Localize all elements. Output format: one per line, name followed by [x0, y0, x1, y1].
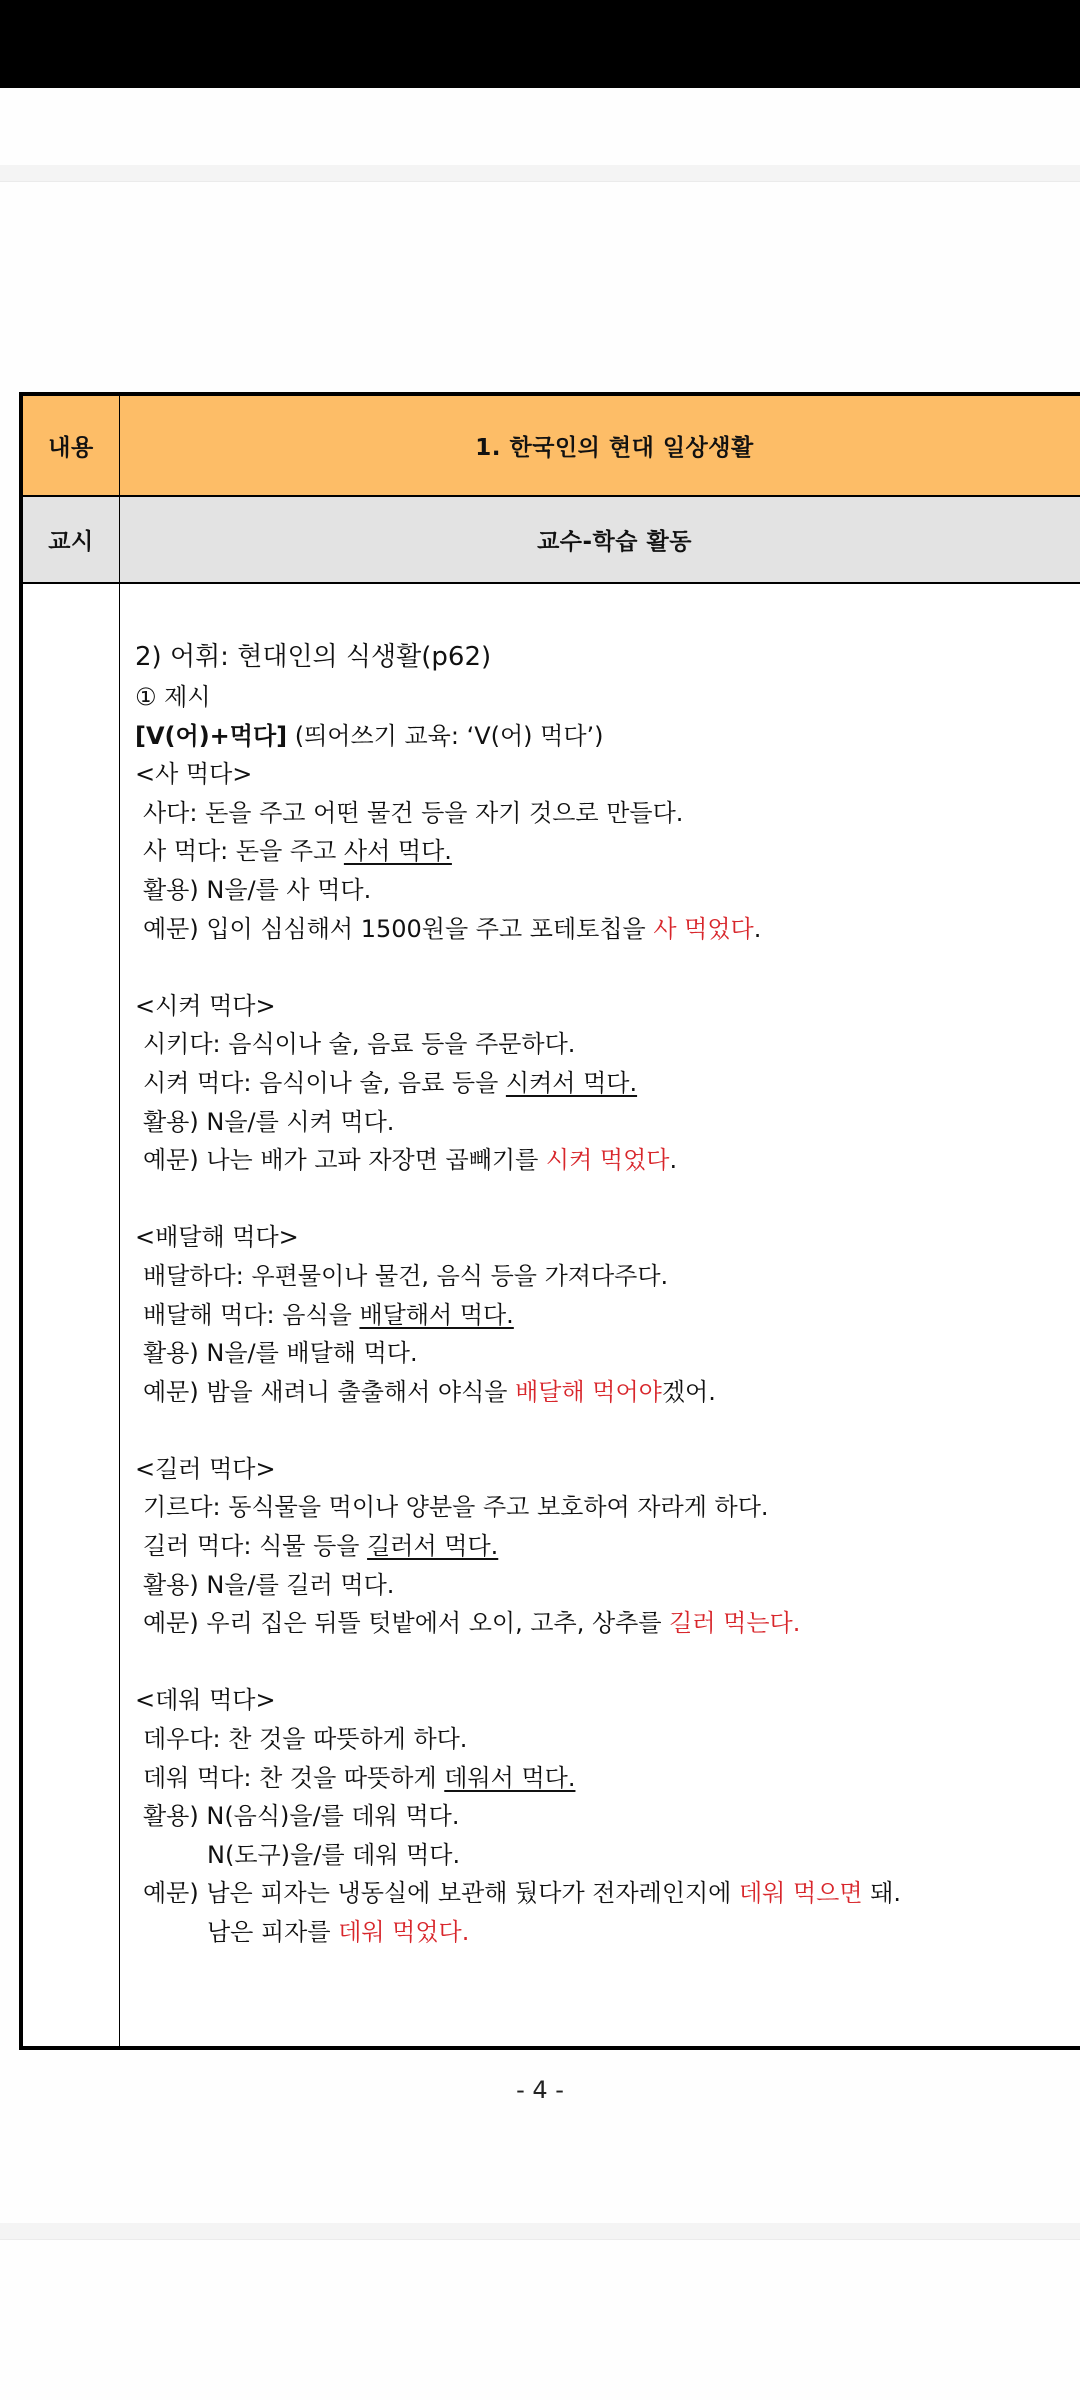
- entry-usage: 활용) N을/를 시켜 먹다.: [143, 1107, 395, 1136]
- entry-meaning: [135, 832, 901, 871]
- entry-meaning: [135, 1064, 901, 1103]
- example-text: 예문) 입이 심심해서 1500원을 주고 포테토칩을: [143, 914, 654, 943]
- page-separator: [0, 2223, 1080, 2240]
- entry-definition: 배달하다: 우편물이나 물건, 음식 등을 가져다주다.: [143, 1261, 669, 1290]
- entry-example-2: [135, 1913, 901, 1952]
- entry-example: [135, 1874, 901, 1913]
- table-header-row: [23, 396, 1080, 497]
- entry-example: [135, 1141, 901, 1180]
- entry-meaning: [135, 1527, 901, 1566]
- entry-heading: <시켜 먹다>: [135, 991, 276, 1020]
- subheader-label-cell: [23, 497, 120, 582]
- meaning-underlined: 길러서 먹다.: [367, 1532, 499, 1561]
- entry-definition: 기르다: 동식물을 먹이나 양분을 주고 보호하여 자라게 하다.: [143, 1493, 769, 1522]
- meaning-text: 시켜 먹다: 음식이나 술, 음료 등을: [143, 1068, 506, 1097]
- example-text: 남은 피자를: [207, 1918, 339, 1946]
- entry-usage-2: N(도구)을/를 데워 먹다.: [207, 1840, 461, 1869]
- entry-definition: 시키다: 음식이나 술, 음료 등을 주문하다.: [143, 1030, 576, 1059]
- example-highlight: 길러 먹는다.: [669, 1609, 801, 1638]
- period-cell: [23, 584, 120, 2046]
- entry-heading: <데워 먹다>: [135, 1686, 276, 1715]
- entry-example: [135, 1373, 901, 1412]
- page-number: - 4 -: [516, 2076, 564, 2104]
- entry-meaning: [135, 1296, 901, 1335]
- vocab-entry: [135, 755, 901, 987]
- example-suffix: 돼.: [862, 1879, 902, 1908]
- pattern-note: (띄어쓰기 교육: ‘V(어) 먹다’): [287, 721, 604, 750]
- entry-example: [135, 910, 901, 949]
- example-highlight: 배달해 먹어야: [515, 1377, 662, 1406]
- example-suffix: 겠어.: [661, 1377, 716, 1406]
- vocab-entry: [135, 987, 901, 1219]
- example-highlight: 시켜 먹었다: [545, 1146, 670, 1175]
- entry-usage: 활용) N을/를 길러 먹다.: [143, 1570, 395, 1599]
- header-label-cell: [23, 396, 120, 495]
- entry-heading: <배달해 먹다>: [135, 1223, 299, 1252]
- table-body-row: [23, 584, 1080, 2046]
- example-highlight: 사 먹었다: [653, 914, 754, 943]
- table-subheader-row: [23, 497, 1080, 584]
- subheader-title: 교수-학습 활동: [537, 529, 692, 555]
- header-title-cell: [120, 396, 1080, 495]
- subheader-label: 교시: [48, 529, 94, 555]
- example-text: 예문) 남은 피자는 냉동실에 보관해 뒀다가 전자레인지에: [143, 1879, 739, 1908]
- status-bar: [0, 0, 1080, 88]
- meaning-text: 길러 먹다: 식물 등을: [143, 1532, 368, 1561]
- vocab-entry: [135, 1681, 901, 1951]
- meaning-underlined: 시켜서 먹다.: [505, 1068, 638, 1097]
- entry-definition: 사다: 돈을 주고 어떤 물건 등을 자기 것으로 만들다.: [143, 798, 684, 827]
- vocab-entry: [135, 1450, 901, 1682]
- pattern-bold: [V(어)+먹다]: [135, 721, 288, 750]
- activity-content: [120, 584, 901, 1952]
- meaning-underlined: 데워서 먹다.: [444, 1763, 576, 1792]
- spacer: [135, 1643, 901, 1682]
- entry-example: [135, 1604, 901, 1643]
- entry-usage: 활용) N을/를 사 먹다.: [143, 875, 372, 904]
- lesson-title: 1. 한국인의 현대 일상생활: [475, 435, 754, 461]
- activity-cell: [120, 584, 1080, 2046]
- entry-usage: 활용) N을/를 배달해 먹다.: [143, 1339, 418, 1368]
- header-label: 내용: [48, 435, 94, 461]
- example-highlight: 데워 먹었다.: [338, 1918, 470, 1946]
- spacer: [135, 948, 901, 987]
- entry-heading: <길러 먹다>: [135, 1454, 276, 1483]
- entry-heading: <사 먹다>: [135, 760, 253, 789]
- meaning-text: 사 먹다: 돈을 주고: [143, 837, 344, 866]
- meaning-underlined: 배달해서 먹다.: [359, 1300, 514, 1329]
- spacer: [135, 1180, 901, 1219]
- entry-definition: 데우다: 찬 것을 따뜻하게 하다.: [143, 1725, 468, 1754]
- vocab-entry: [135, 1218, 901, 1450]
- meaning-underlined: 사서 먹다.: [343, 837, 452, 866]
- example-suffix: .: [669, 1146, 678, 1175]
- spacer: [135, 1411, 901, 1450]
- example-highlight: 데워 먹으면: [739, 1879, 863, 1908]
- section-title: 2) 어휘: 현대인의 식생활(p62): [135, 642, 492, 672]
- lesson-table: [19, 392, 1080, 2050]
- meaning-text: 배달해 먹다: 음식을: [143, 1300, 360, 1329]
- entry-meaning: [135, 1759, 901, 1798]
- pattern-line: [135, 717, 901, 756]
- entry-usage: 활용) N(음식)을/를 데워 먹다.: [143, 1802, 460, 1831]
- step-label: ① 제시: [135, 683, 211, 711]
- example-suffix: .: [753, 914, 762, 943]
- meaning-text: 데워 먹다: 찬 것을 따뜻하게: [143, 1763, 445, 1792]
- example-text: 예문) 나는 배가 고파 자장면 곱빼기를: [143, 1146, 546, 1175]
- example-text: 예문) 밤을 새려니 출출해서 야식을: [143, 1377, 516, 1406]
- page-separator: [0, 165, 1080, 182]
- subheader-title-cell: [120, 497, 1080, 582]
- example-text: 예문) 우리 집은 뒤뜰 텃밭에서 오이, 고추, 상추를: [143, 1609, 670, 1638]
